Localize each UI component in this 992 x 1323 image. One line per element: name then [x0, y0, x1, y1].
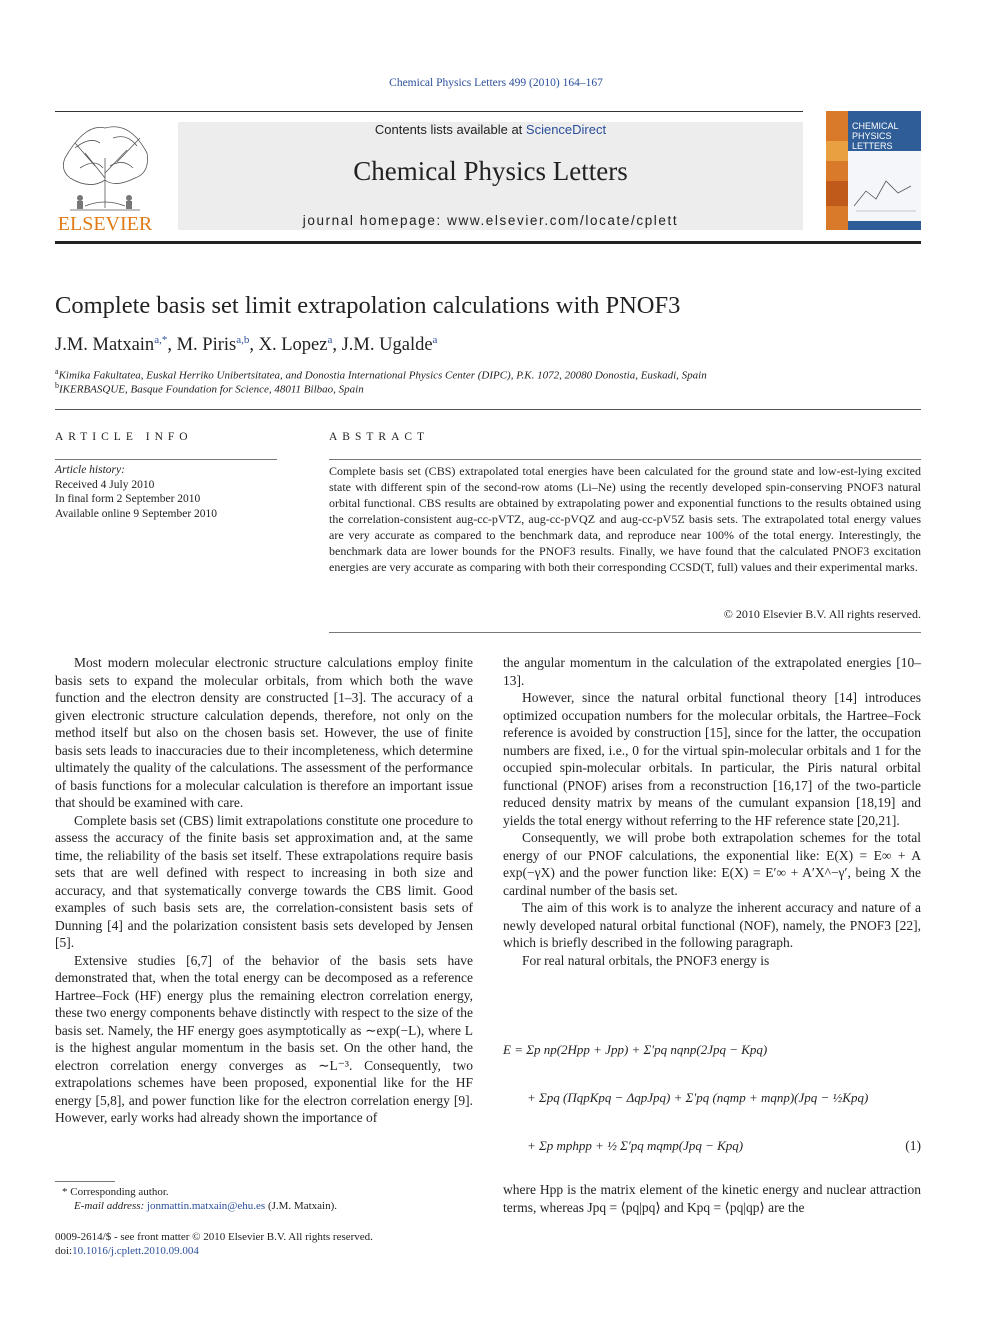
author-name[interactable]: M. Piris: [176, 335, 237, 356]
elsevier-logo: [55, 118, 155, 233]
history-label: Article history:: [55, 464, 125, 476]
author-separator: ,: [332, 335, 342, 356]
author-sup[interactable]: a,b: [236, 334, 250, 346]
author-sup[interactable]: a: [432, 334, 438, 346]
body-paragraph: The aim of this work is to analyze the inherent accuracy and nature of a newly developed natural orbital functional (NOF), namely, the PNOF3 [22], which is briefly described in the following paragraph.: [503, 900, 921, 950]
affiliation-rule: [55, 409, 921, 410]
equation-line-3: + Σp mphpp + ½ Σ′pq mqmp(Jpq − Kpq): [527, 1138, 744, 1153]
body-left-column: [55, 654, 473, 1127]
journal-cover-thumbnail: [826, 111, 921, 230]
cover-title-3: LETTERS: [852, 141, 893, 151]
contents-line: [178, 122, 803, 137]
body-right-column: [503, 654, 921, 969]
email-link[interactable]: jonmattin.matxain@ehu.es: [146, 1200, 266, 1212]
journal-homepage[interactable]: journal homepage: www.elsevier.com/locate/cplett: [302, 213, 679, 228]
doi-link[interactable]: 10.1016/j.cplett.2010.09.004: [72, 1245, 199, 1257]
header-top-rule: [55, 111, 803, 112]
history-final-form: In final form 2 September 2010: [55, 493, 201, 505]
elsevier-wordmark: ELSEVIER: [57, 213, 153, 233]
affiliation-marker: a: [55, 367, 59, 376]
affiliation-b: [55, 381, 364, 396]
elsevier-tree-icon: [55, 118, 155, 233]
issn-line: 0009-2614/$ - see front matter © 2010 Elsevier B.V. All rights reserved.: [55, 1231, 373, 1243]
article-title: Complete basis set limit extrapolation calculations with PNOF3: [55, 292, 681, 319]
author-list: [55, 334, 437, 356]
author-separator: ,: [167, 335, 177, 356]
contents-prefix: Contents lists available at: [374, 122, 526, 137]
header-bottom-rule: [55, 241, 921, 244]
abstract-heading: ABSTRACT: [329, 431, 430, 443]
affiliation-a: [55, 367, 707, 382]
equation-line-2: + Σpq (ΠqpKpq − ΔqpJpq) + Σ′pq (nqmp + mqnp)(Jpq − ½Kpq): [527, 1090, 869, 1105]
journal-citation[interactable]: Chemical Physics Letters 499 (2010) 164–167: [389, 77, 603, 89]
affiliation-marker: b: [55, 381, 59, 390]
body-paragraph: Complete basis set (CBS) limit extrapolations constitute one procedure to assess the accuracy of the finite basis set approximation and, at the same time, the reliability of the basis set itself. These extrapolations require basis sets that are well defined with respect to increasing in both size and accuracy, and that systematically converge towards the CBS limit. Good examples of such basis sets are, the correlation-consistent basis sets of Dunning [4] and the polarization consistent basis sets developed by Jensen [5].: [55, 812, 473, 950]
body-paragraph: the angular momentum in the calculation of the extrapolated energies [10–13].: [503, 655, 921, 688]
doi-label: doi:: [55, 1245, 73, 1257]
doi-line: [55, 1245, 199, 1257]
author-sup[interactable]: a: [327, 334, 333, 346]
history-received: Received 4 July 2010: [55, 478, 155, 491]
body-paragraph: For real natural orbitals, the PNOF3 energy is: [522, 952, 770, 968]
article-history: [55, 463, 217, 521]
equation-number: (1): [905, 1138, 921, 1153]
journal-title: Chemical Physics Letters: [353, 156, 628, 186]
cover-title-1: CHEMICAL: [852, 121, 899, 131]
author-separator: ,: [249, 335, 259, 356]
article-info-heading: ARTICLE INFO: [55, 431, 193, 443]
email-suffix: (J.M. Matxain).: [265, 1200, 337, 1212]
body-right-continuation: [503, 1181, 921, 1216]
footnote-corresponding: * Corresponding author.: [62, 1186, 169, 1198]
body-paragraph: However, since the natural orbital functional theory [14] introduces optimized occupation numbers for the molecular orbitals, the Hartree–Fock reference is avoided by construction [15], since for the latter, the occupation numbers are fixed, i.e., 0 for the virtual spin-molecular orbitals and 1 for the occupied spin-molecular orbitals. In particular, the Piris natural orbital functional (PNOF) arises from a reconstruction [16,17] of the two-particle reduced density matrix by means of the cumulant expansion [18,19] and yields the total energy without referring to the HF reference state [20,21].: [503, 690, 921, 828]
affiliation-text: IKERBASQUE, Basque Foundation for Science, 48011 Bilbao, Spain: [59, 383, 364, 396]
body-paragraph: Consequently, we will probe both extrapolation schemes for the total energy of our PNOF calculations, the exponential like: E(X) = E∞ + A exp(−γX) and the power function like: E(X) = E′∞ + A′X^−γ′, being X the cardinal number of the basis set.: [503, 830, 921, 898]
history-online: Available online 9 September 2010: [55, 507, 218, 520]
equation-line-1: E = Σp np(2Hpp + Jpp) + Σ′pq nqnp(2Jpq − Kpq): [503, 1042, 768, 1057]
affiliation-text: Kimika Fakultatea, Euskal Herriko Unibertsitatea, and Donostia International Physics Center (DIPC), P.K. 1072, 20080 Donostia, Euskadi, Spain: [58, 369, 707, 382]
body-paragraph: where Hpp is the matrix element of the kinetic energy and nuclear attraction terms, whereas Jpq = ⟨pq|pq⟩ and Kpq = ⟨pq|qp⟩ are the: [503, 1182, 921, 1215]
sciencedirect-link[interactable]: ScienceDirect: [525, 122, 607, 137]
author-name[interactable]: J.M. Ugalde: [341, 335, 433, 356]
author-name[interactable]: X. Lopez: [258, 335, 328, 356]
body-paragraph: Most modern molecular electronic structure calculations employ finite basis sets to expand the molecular orbitals, from which both the wave function and the electron density are constructed [1–3]. The accuracy of a given electronic structure calculation depends, therefore, not only on the method itself but also on the chosen basis set. However, the use of finite basis sets leads to inaccuracies due to their incompleteness, which determine ultimately the quality of the calculations. The assessment of the performance of basis functions for a molecular calculation is therefore an important issue that should be examined with care.: [55, 655, 473, 810]
cover-title-2: PHYSICS: [852, 131, 892, 141]
footnote-rule: [55, 1181, 115, 1182]
abstract-rule: [329, 459, 921, 460]
body-paragraph: Extensive studies [6,7] of the behavior of the basis sets have demonstrated that, when the total energy can be decomposed as a reference Hartree–Fock (HF) energy plus the remaining electron correlation energy, these two energy components behave distinctly with respect to the size of the basis set. Namely, the HF energy goes asymptotically as ∼exp(−L), where L is the highest angular momentum in the basis set. On the other hand, the electron correlation energy converges as ∼L⁻³. Consequently, two extrapolations schemes have been proposed, exponential like for the HF energy [5,8], and power function like for the electron correlation energy [9]. However, early works had already shown the importance of: [55, 952, 473, 1125]
article-info-rule: [55, 459, 277, 460]
email-label: E-mail address:: [74, 1200, 147, 1212]
abstract-copyright: © 2010 Elsevier B.V. All rights reserved.: [723, 607, 921, 621]
footnote-email: [74, 1200, 337, 1212]
abstract-text: Complete basis set (CBS) extrapolated total energies have been calculated for the ground state and low-est-lying excited state with different spin of the second-row atoms (Li–Ne) using the recently developed spin-conserving PNOF3 natural orbital functional. CBS results are obtained by extrapolating power and exponential functions to the results obtained using the correlation-consistent aug-cc-pVTZ, aug-cc-pVQZ and aug-cc-pV5Z basis sets. The extrapolated total energy values are very accurate as compared to the benchmark data, and reproduce near 100% of the total energy. Interestingly, the benchmark data are lower bounds for the PNOF3 results. Finally, we have found that the calculated PNOF3 excitation energies are very accurate as comparing with both their corresponding CCSD(T, full) values and their experimental marks.: [329, 464, 921, 574]
author-name[interactable]: J.M. Matxain: [55, 335, 155, 356]
author-sup[interactable]: a,*: [154, 334, 168, 346]
abstract-bottom-rule: [329, 632, 921, 633]
journal-cover-icon: [826, 111, 921, 230]
